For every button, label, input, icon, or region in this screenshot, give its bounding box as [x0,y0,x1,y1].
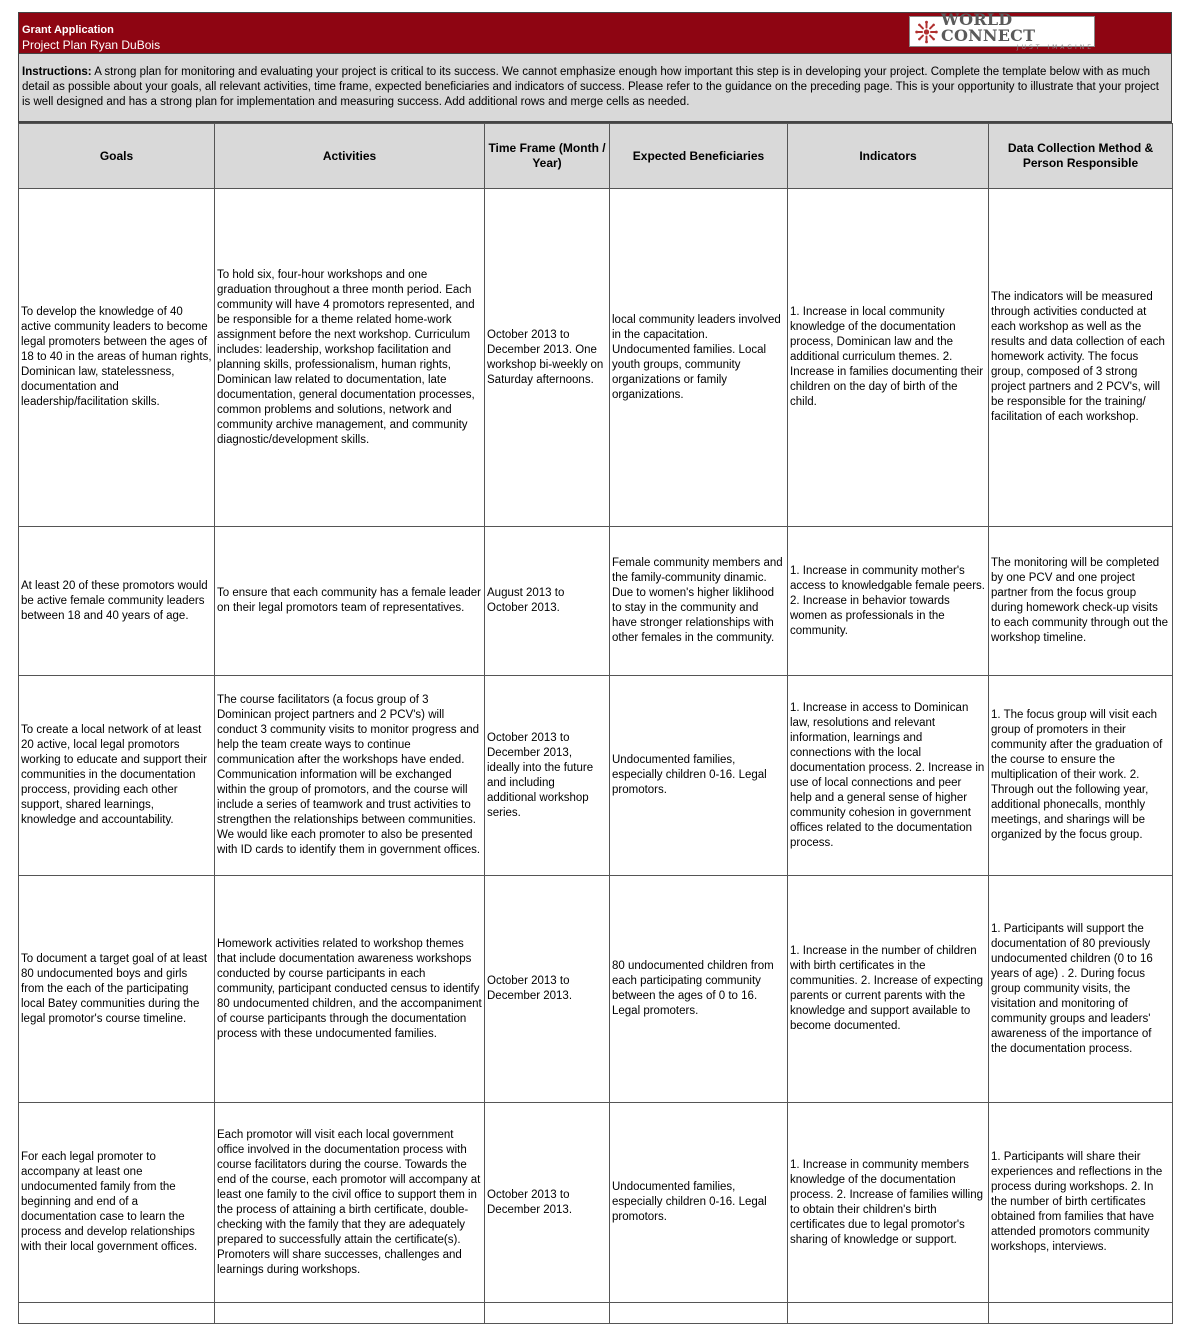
time-frame-cell [485,1303,610,1324]
time-frame-cell: October 2013 to December 2013, ideally into the future and including additional workshop series. [485,676,610,876]
instructions-box [18,54,1172,123]
table-row [19,1303,1173,1324]
table-row [19,676,1173,876]
activities-cell: The course facilitators (a focus group of 3 Dominican project partners and 2 PCV's) will conduct 3 community visits to monitor progress and help the team create ways to continue communication after the workshops have ended. Communication information will be exchanged within the group of promotors, and the course will include a series of teamwork and trust activities to strengthen the relationships between communities. We would like each promoter to also be presented with ID cards to identify them in government offices. [215,676,485,876]
logo-brand-text: WORLD CONNECT [941,10,1036,45]
instructions-label: Instructions: [22,66,92,78]
beneficiaries-cell: Undocumented families, especially children 0-16. Legal promotors. [610,676,788,876]
goal-cell: At least 20 of these promotors would be active female community leaders between 18 and 40 years of age. [19,527,215,676]
goal-cell [19,1303,215,1324]
beneficiaries-cell: local community leaders involved in the capacitation. Undocumented families. Local youth groups, community organizations or family organizations. [610,189,788,527]
data-collection-cell: The indicators will be measured through activities conducted at each workshop as well as the results and data collection of each homework activity. The focus group, composed of 3 strong project partners and 2 PCV's, will be responsible for the training/ facilitation of each workshop. [989,189,1173,527]
table-row [19,876,1173,1103]
beneficiaries-cell: 80 undocumented children from each participating community between the ages of 0 to 16. Legal promoters. [610,876,788,1103]
beneficiaries-cell: Female community members and the family-community dinamic. Due to women's higher liklihood to stay in the community and have stronger relationships with other females in the community. [610,527,788,676]
column-header-goals: Goals [19,124,215,189]
table-header-row [19,124,1173,189]
activities-cell: To ensure that each community has a female leader on their legal promotors team of representatives. [215,527,485,676]
table-row [19,1103,1173,1303]
activities-cell: Each promotor will visit each local government office involved in the documentation process with course facilitators during the course. Towards the end of the course, each promotor will accompany at least one family to the civil office to support them in the process of attaining a birth certificate, double-checking with the family that they are adequately prepared to successfully attain the certificate(s). Promoters will share successes, challenges and learnings during workshops. [215,1103,485,1303]
document-title: Project Plan Ryan DuBois [22,38,161,52]
data-collection-cell [989,1303,1173,1324]
column-header-indicators: Indicators [788,124,989,189]
indicators-cell: 1. Increase in local community knowledge of the documentation process, Dominican law and the additional curriculum themes. 2. Increase in families documenting their children on the day of birth of the child. [788,189,989,527]
data-collection-cell: 1. Participants will share their experiences and reflections in the process during workshops. 2. In the number of birth certificates obtained from families that have attended promotors community workshops, interviews. [989,1103,1173,1303]
data-collection-cell: 1. The focus group will visit each group of promoters in their community after the graduation of the course to ensure the multiplication of their work. 2. Through out the following year, additional phonecalls, monthly meetings, and sharings will be organized by the focus group. [989,676,1173,876]
goal-cell: For each legal promoter to accompany at least one undocumented family from the beginning and end of a documentation case to learn the process and develop relationships with their local government offices. [19,1103,215,1303]
header-bar [18,12,1172,54]
indicators-cell: 1. Increase in the number of children with birth certificates in the communities. 2. Increase of expecting parents or current parents with the knowledge and support available to become documented. [788,876,989,1103]
document-type: Grant Application [22,24,114,36]
time-frame-cell: October 2013 to December 2013. [485,876,610,1103]
column-header-time-frame: Time Frame (Month / Year) [485,124,610,189]
indicators-cell [788,1303,989,1324]
data-collection-cell: 1. Participants will support the documentation of 80 previously undocumented children (0 to 16 years of age) . 2. During focus group community visits, the visitation and monitoring of community groups and leaders' awareness of the importance of the documentation process. [989,876,1173,1103]
project-plan-sheet [18,12,1172,1324]
beneficiaries-cell: Undocumented families, especially children 0-16. Legal promotors. [610,1103,788,1303]
flower-logo-icon [914,18,939,46]
goal-cell: To document a target goal of at least 80 undocumented boys and girls from the each of the participating local Batey communities during the legal promotor's course timeline. [19,876,215,1103]
column-header-activities: Activities [215,124,485,189]
activities-cell [215,1303,485,1324]
column-header-beneficiaries: Expected Beneficiaries [610,124,788,189]
table-row [19,527,1173,676]
column-header-data-collection: Data Collection Method & Person Responsible [989,124,1173,189]
activities-cell: Homework activities related to workshop themes that include documentation awareness workshops conducted by course participants in each community, participant conducted census to identify 80 undocumented children, and the accompaniment of course participants through the documentation process with these undocumented families. [215,876,485,1103]
indicators-cell: 1. Increase in access to Dominican law, resolutions and relevant information, learnings and connections with the local documentation process. 2. Increase in use of local connections and peer help and a general sense of higher community cohesion in government offices related to the documentation process. [788,676,989,876]
world-connect-logo [909,10,1095,51]
data-collection-cell: The monitoring will be completed by one PCV and one project partner from the focus group during homework check-up visits to each community through out the workshop timeline. [989,527,1173,676]
logo-tagline: JUST IMAGINE [1016,44,1094,51]
time-frame-cell: October 2013 to December 2013. One workshop bi-weekly on Saturday afternoons. [485,189,610,527]
instructions-text: A strong plan for monitoring and evaluating your project is critical to its success. We cannot emphasize enough how important this step is in developing your project. Complete the template below with as much detail as possible about your goals, all relevant activities, time frame, expected beneficiaries and indicators of success. Please refer to the guidance on the preceding page. This is your opportunity to illustrate that your project is well designed and has a strong plan for implementation and measuring success. Add additional rows and merge cells as needed. [22,66,1160,108]
activities-cell: To hold six, four-hour workshops and one graduation throughout a three month period. Each community will have 4 promotors represented, and be responsible for a theme related home-work assignment before the next workshop. Curriculum includes: leadership, workshop facilitation and planning skills, professionalism, human rights, Dominican law related to documentation, late documentation, general documentation processes, common problems and solutions, network and community archive management, and community diagnostic/development skills. [215,189,485,527]
time-frame-cell: October 2013 to December 2013. [485,1103,610,1303]
goal-cell: To create a local network of at least 20 active, local legal promotors working to educate and support their communities in the documentation proccess, providing each other support, shared learnings, knowledge and accountability. [19,676,215,876]
table-row [19,189,1173,527]
project-plan-table [18,123,1173,1324]
indicators-cell: 1. Increase in community mother's access to knowledgable female peers. 2. Increase in behavior towards women as professionals in the community. [788,527,989,676]
beneficiaries-cell [610,1303,788,1324]
goal-cell: To develop the knowledge of 40 active community leaders to become legal promoters between the ages of 18 to 40 in the areas of human rights, Dominican law, statelessness, documentation and leadership/facilitation skills. [19,189,215,527]
indicators-cell: 1. Increase in community members knowledge of the documentation process. 2. Increase of families willing to obtain their children's birth certificates due to legal promotor's sharing of knowledge or support. [788,1103,989,1303]
time-frame-cell: August 2013 to October 2013. [485,527,610,676]
